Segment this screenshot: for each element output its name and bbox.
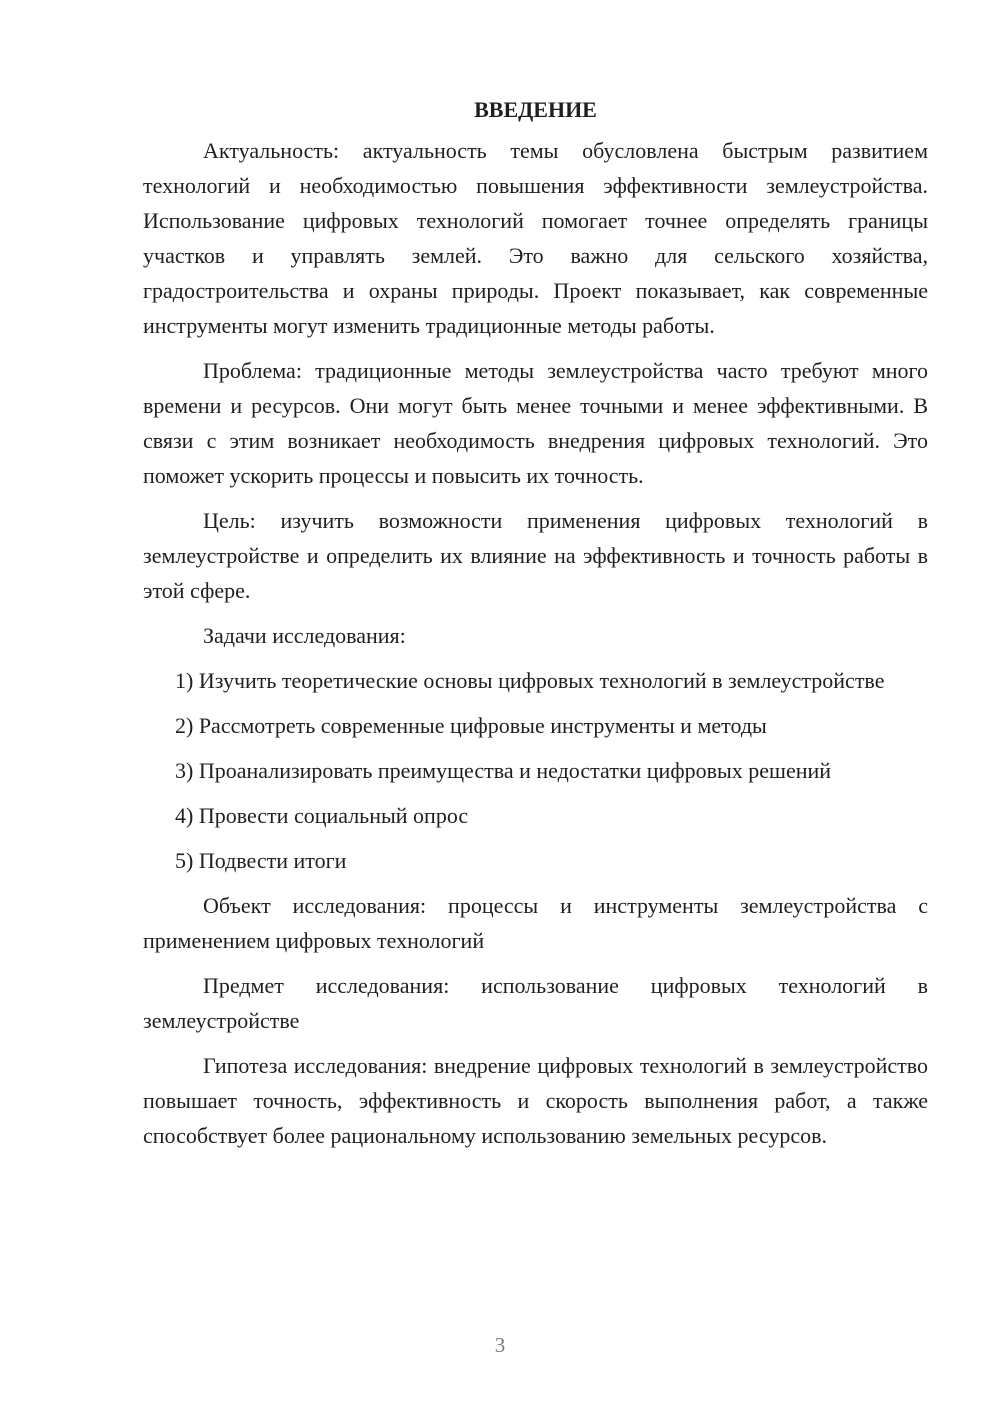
page-number: 3 [494,1333,506,1357]
paragraph-problem: Проблема: традиционные методы землеустройства часто требуют много времени и ресурсов. Они могут быть менее точными и менее эффективными. В связи с этим возникает необходимость внедрения цифровых технологий. Это поможет ускорить процессы и повысить их точность. [143,358,928,488]
task-item-5: 5) Подвести итоги [175,848,347,873]
paragraph-relevance: Актуальность: актуальность темы обусловлена быстрым развитием технологий и необходимостью повышения эффективности землеустройства. Использование цифровых технологий помогает точнее определять границы участков и управлять землей. Это важно для сельского хозяйства, градостроительства и охраны природы. Проект показывает, как современные инструменты могут изменить традиционные методы работы. [143,138,928,338]
tasks-heading: Задачи исследования: [203,623,406,648]
paragraph-object: Объект исследования: процессы и инструменты землеустройства с применением цифровых технологий [143,893,928,953]
task-item-2: 2) Рассмотреть современные цифровые инструменты и методы [175,713,767,738]
page-title: ВВЕДЕНИЕ [474,97,597,122]
task-item-1: 1) Изучить теоретические основы цифровых технологий в землеустройстве [175,668,885,693]
paragraph-goal: Цель: изучить возможности применения цифровых технологий в землеустройстве и определить их влияние на эффективность и точность работы в этой сфере. [143,508,928,603]
paragraph-subject: Предмет исследования: использование цифровых технологий в землеустройстве [143,973,928,1033]
paragraph-hypothesis: Гипотеза исследования: внедрение цифровых технологий в землеустройство повышает точность, эффективность и скорость выполнения работ, а также способствует более рациональному использованию земельных ресурсов. [143,1053,928,1148]
document-page [143,92,928,1153]
task-item-4: 4) Провести социальный опрос [175,803,469,828]
task-item-3: 3) Проанализировать преимущества и недостатки цифровых решений [175,758,832,783]
